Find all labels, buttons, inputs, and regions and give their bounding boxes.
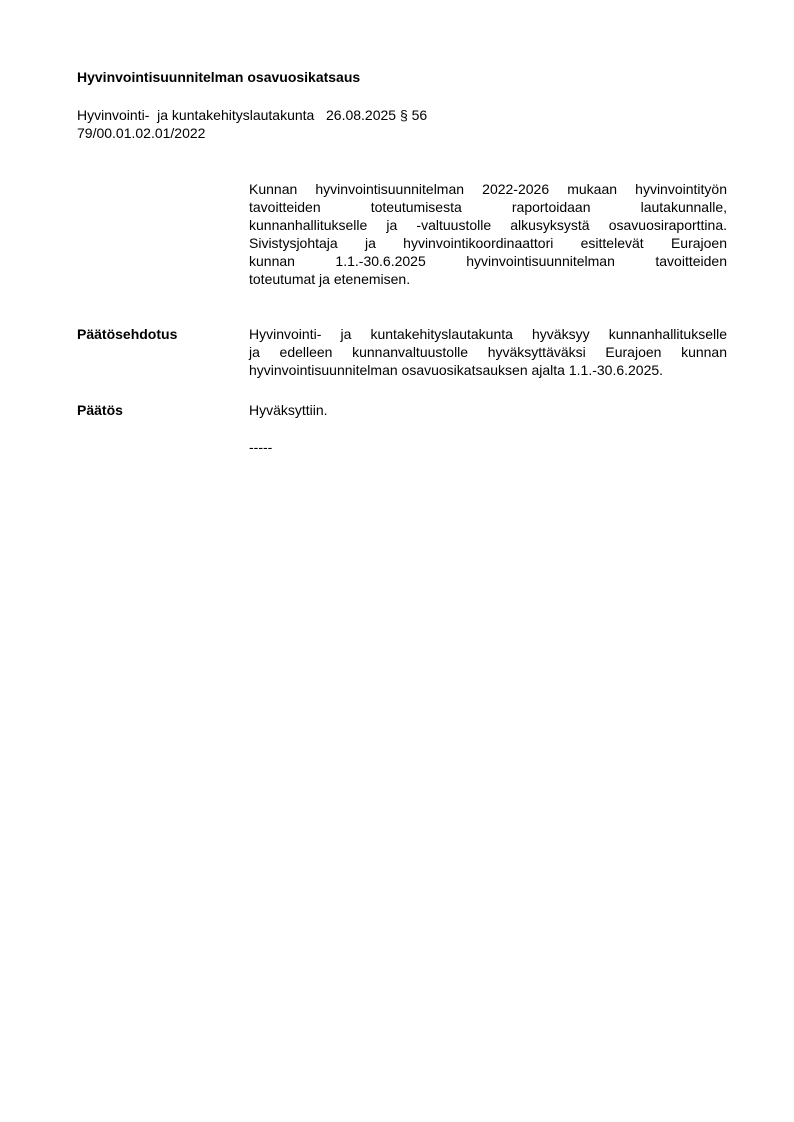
intro-line: toteutumat ja etenemisen.: [249, 271, 411, 287]
meeting-info: Hyvinvointi- ja kuntakehityslautakunta 26.08.2025 § 56: [77, 107, 428, 123]
intro-line: kunnan 1.1.-30.6.2025 hyvinvointisuunnitelman tavoitteiden: [249, 253, 727, 269]
intro-line: kunnanhallitukselle ja -valtuustolle alkusyksystä osavuosiraporttina.: [249, 217, 727, 233]
decision-label: Päätös: [77, 402, 123, 418]
document-meta: [77, 106, 427, 142]
proposal-label: Päätösehdotus: [77, 326, 178, 342]
proposal-paragraph: [249, 325, 727, 379]
intro-line: Sivistysjohtaja ja hyvinvointikoordinaattori esittelevät Eurajoen: [249, 235, 727, 251]
document-title: Hyvinvointisuunnitelman osavuosikatsaus: [77, 69, 361, 85]
intro-line: tavoitteiden toteutumisesta raportoidaan lautakunnalle,: [249, 199, 727, 215]
proposal-line: hyvinvointisuunnitelman osavuosikatsauksen ajalta 1.1.-30.6.2025.: [249, 362, 664, 378]
separator-dashes: -----: [249, 439, 273, 455]
record-number: 79/00.01.02.01/2022: [77, 125, 206, 141]
intro-paragraph: [249, 180, 727, 288]
decision-text: Hyväksyttiin.: [249, 402, 328, 418]
proposal-line: Hyvinvointi- ja kuntakehityslautakunta hyväksyy kunnanhallitukselle: [249, 326, 727, 342]
proposal-line: ja edelleen kunnanvaltuustolle hyväksyttäväksi Eurajoen kunnan: [249, 344, 727, 360]
intro-line: Kunnan hyvinvointisuunnitelman 2022-2026 mukaan hyvinvointityön: [249, 181, 727, 197]
